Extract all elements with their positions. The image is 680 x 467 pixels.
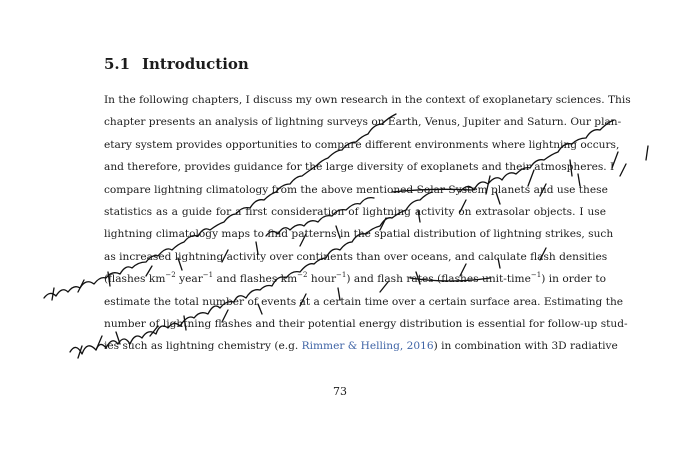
text-frag: year [175,273,203,286]
text-frag: and flashes km [213,273,298,286]
text-line-6: statistics as a guide for a first consideration of lightning activity on extrasolar objects. I use [104,206,606,219]
superscript: −2 [165,270,176,279]
citation-link[interactable]: Rimmer & Helling, 2016 [301,340,434,353]
text-line-11: number of lightning flashes and their potential energy distribution is essential for follow-up stud- [104,318,628,331]
text-line-1: In the following chapters, I discuss my own research in the context of exoplanetary sciences. This [104,94,631,106]
text-line-7: lightning climatology maps to find patterns in the spatial distribution of lightning strikes, such [104,228,614,241]
text-line-8: as increased lightning activity over continents than over oceans, and calculate flash densities [104,250,608,263]
text-frag: (flashes km [104,273,166,286]
section-heading [104,55,249,73]
superscript: −1 [336,270,347,279]
section-number: 5.1 [104,55,131,73]
text-line-4: and therefore, provides guidance for the large diversity of exoplanets and their atmospheres. I [104,161,615,174]
superscript: −1 [530,270,542,279]
body-paragraph [104,89,631,358]
superscript: −1 [202,270,214,279]
text-frag: hour [307,273,337,286]
text-frag: ) in order to [541,273,607,286]
text-line-5: compare lightning climatology from the above mentioned Solar System planets and use these [104,183,608,196]
section-title: Introduction [142,55,249,73]
text-line-9 [104,268,606,290]
text-line-2: chapter presents an analysis of lightning surveys on Earth, Venus, Jupiter and Saturn. Our plan- [104,116,622,129]
text-line-10: estimate the total number of events at a certain time over a certain surface area. Estimating the [104,295,624,308]
page-number: 73 [333,385,347,398]
text-frag: ies such as lightning chemistry (e.g. [104,340,302,353]
text-line-3: etary system provides opportunities to compare different environments where lightning occurs, [104,138,620,151]
text-frag: ) in combination with 3D radiative [433,340,618,353]
text-line-12 [104,335,618,357]
superscript: −2 [297,270,308,279]
text-frag: ) and flash rates (flashes unit-time [346,273,531,286]
